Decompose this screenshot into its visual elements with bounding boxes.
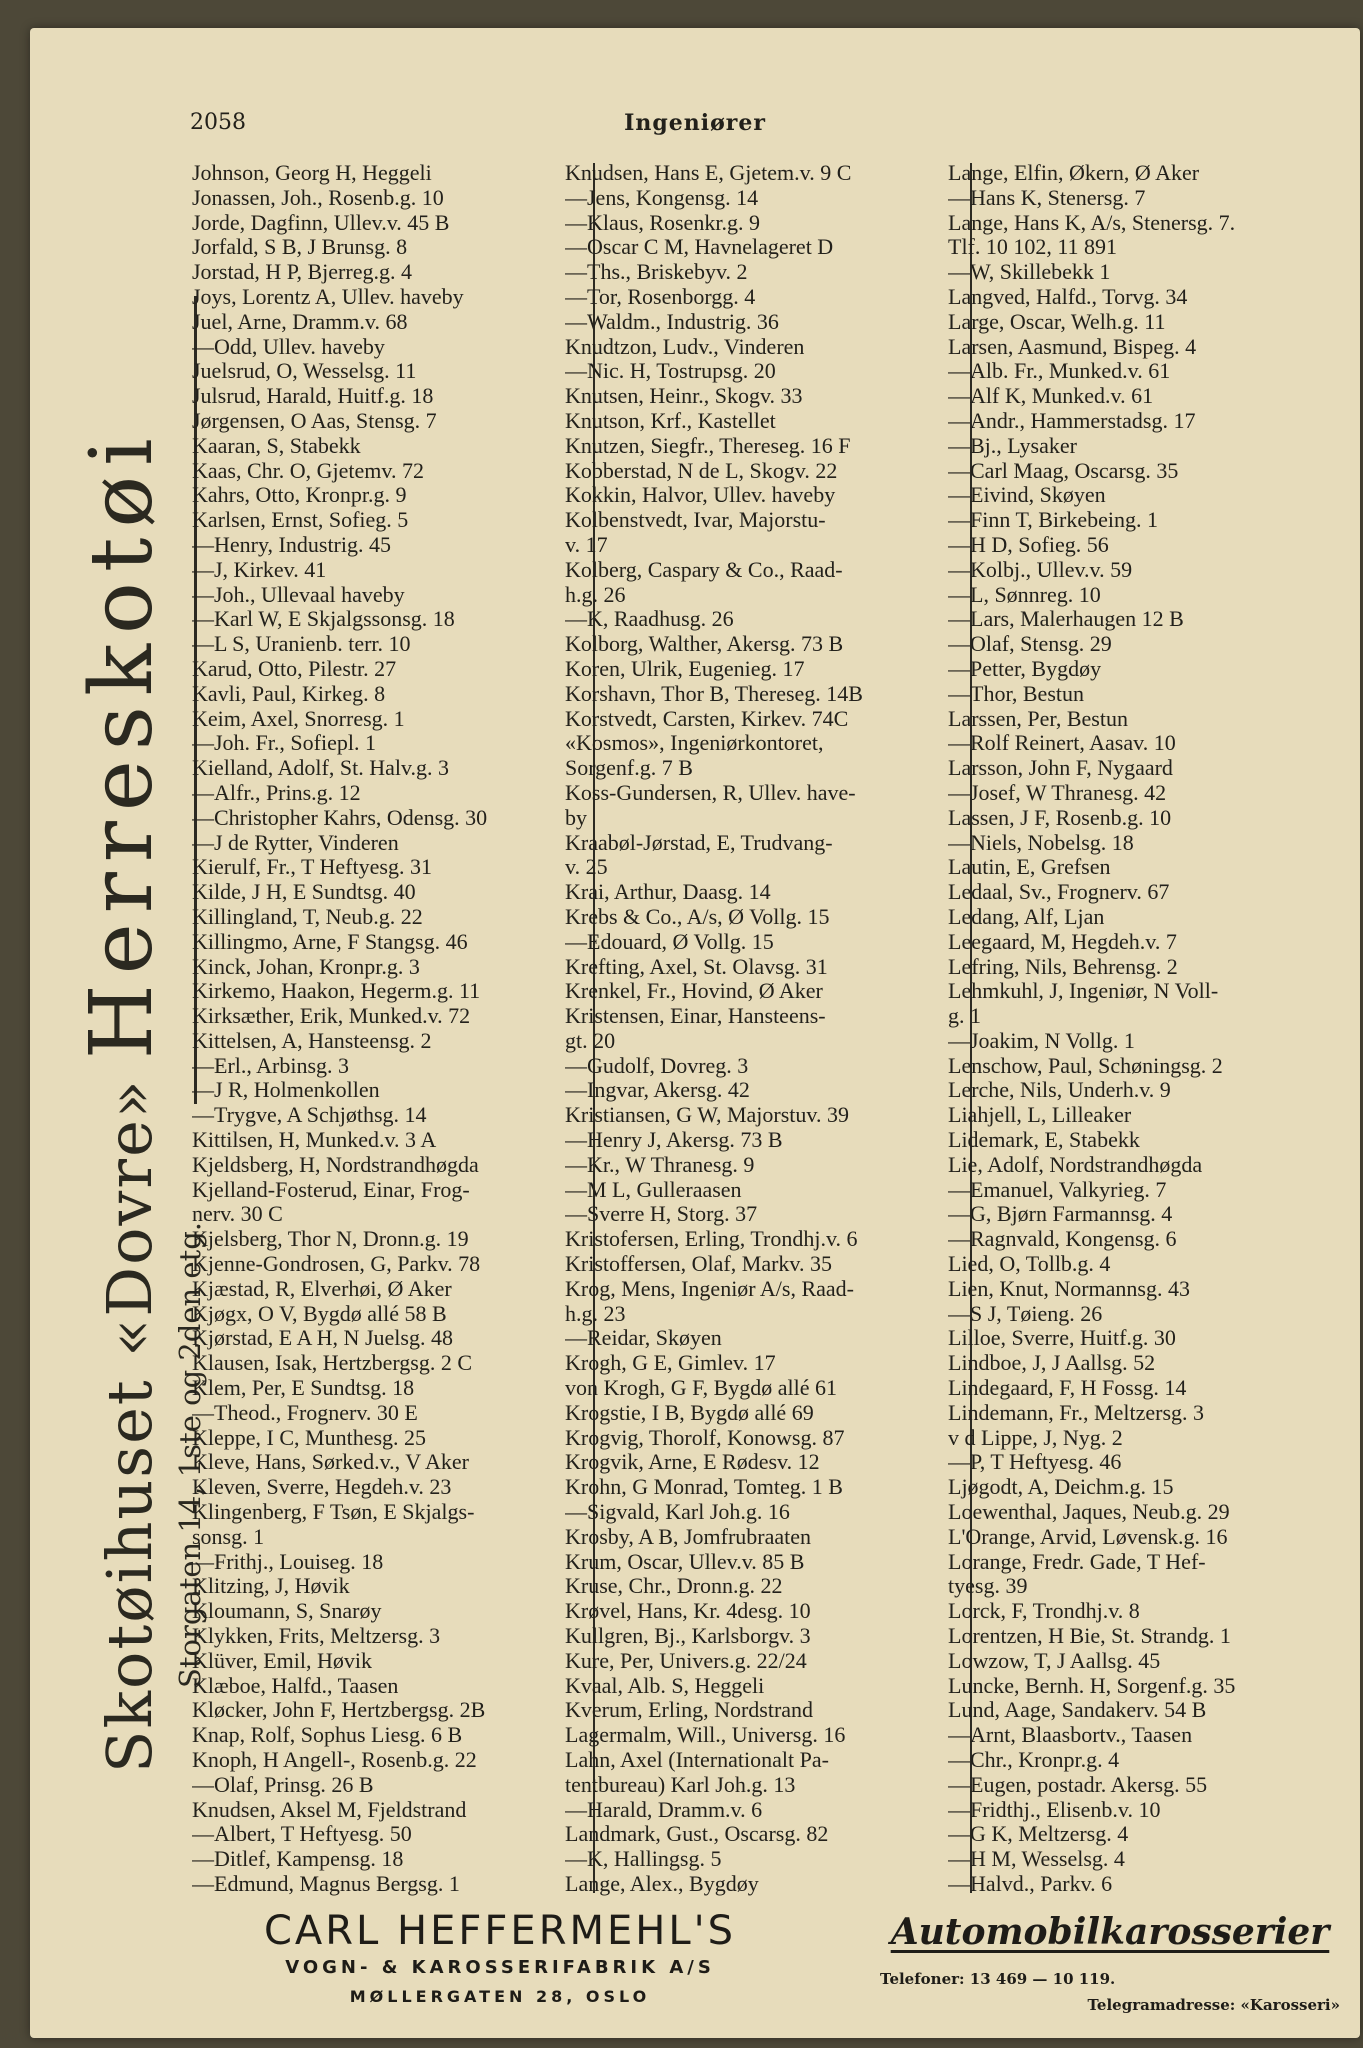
directory-entry: —Erl., Arbinsg. 3 [192,1053,350,1078]
directory-entry: Kolbenstvedt, Ivar, Majorstu- [565,508,826,533]
ad-telegram: Telegramadresse: «Karosseri» [1087,1996,1340,2014]
directory-entry: sonsg. 1 [192,1524,265,1549]
directory-entry: Lorentzen, H Bie, St. Strandg. 1 [948,1624,1231,1649]
directory-entry: —Tor, Rosenborgg. 4 [565,284,756,309]
directory-entry: —Arnt, Blaasbortv., Taasen [948,1723,1193,1748]
directory-entry: —Eivind, Skøyen [948,483,1106,508]
directory-entry: —Petter, Bygdøy [948,656,1102,681]
directory-entry: gt. 20 [565,1028,616,1053]
directory-entry: Knudtzon, Ludv., Vinderen [565,334,805,359]
directory-entry: Kittilsen, H, Munked.v. 3 A [192,1128,437,1153]
ad-contact-block [880,1908,1340,2014]
directory-entry: Lie, Adolf, Nordstrandhøgda [948,1152,1203,1177]
directory-entry: —M L, Gulleraasen [565,1177,742,1202]
directory-entry: Juelsrud, O, Wesselsg. 11 [192,359,417,384]
directory-entry: —Trygve, A Schjøthsg. 14 [192,1103,427,1128]
directory-entry: Liahjell, L, Lilleaker [948,1103,1132,1128]
directory-entry: g. 1 [948,1004,981,1029]
directory-entry: v. 25 [565,855,608,880]
directory-entry: Karud, Otto, Pilestr. 27 [192,656,397,681]
directory-entry: Kjenne-Gondrosen, G, Parkv. 78 [192,1252,481,1277]
directory-entry: Lange, Alex., Bygdøy [565,1871,759,1896]
directory-entry: —Alb. Fr., Munked.v. 61 [948,359,1171,384]
directory-entry: Johnson, Georg H, Heggeli [192,161,432,185]
directory-entry: Lien, Knut, Normannsg. 43 [948,1276,1190,1301]
directory-entry: Killingland, T, Neub.g. 22 [192,904,423,929]
section-title: Ingeniører [624,110,766,136]
directory-entry: Knutzen, Siegfr., Thereseg. 16 F [565,433,851,458]
ad-subtitle: VOGN- & KAROSSERIFABRIK A/S [285,1957,715,1978]
directory-entry: Lautin, E, Grefsen [948,855,1111,880]
directory-entry: Kverum, Erling, Nordstrand [565,1698,814,1723]
side-advertisement [72,213,172,1773]
directory-entry: Knoph, H Angell-, Rosenb.g. 22 [192,1748,477,1772]
directory-entry: Krogvig, Thorolf, Konowsg. 87 [565,1425,845,1450]
directory-entry: —Henry J, Akersg. 73 B [565,1128,783,1153]
side-ad-slogan: Herreskotøi [72,428,172,1060]
directory-entry: —Eugen, postadr. Akersg. 55 [948,1772,1208,1797]
directory-column-1 [192,161,572,1897]
directory-entry: Kobberstad, N de L, Skogv. 22 [565,458,838,483]
directory-entry: v d Lippe, J, Nyg. 2 [948,1425,1123,1450]
directory-entry: —Edouard, Ø Vollg. 15 [565,929,774,954]
directory-entry: —Josef, W Thranesg. 42 [948,780,1167,805]
directory-entry: Lindemann, Fr., Meltzersg. 3 [948,1400,1205,1425]
directory-entry: Lerche, Nils, Underh.v. 9 [948,1078,1171,1103]
directory-entry: Klitzing, J, Høvik [192,1574,350,1599]
directory-entry: Lefring, Nils, Behrensg. 2 [948,954,1178,979]
directory-entry: —S J, Tøieng. 26 [948,1301,1103,1326]
directory-entry: Jorde, Dagfinn, Ullev.v. 45 B [192,210,450,235]
directory-entry: —Emanuel, Valkyrieg. 7 [948,1177,1167,1202]
directory-entry: Lagermalm, Will., Universg. 16 [565,1723,846,1748]
directory-entry: Lange, Hans K, A/s, Stenersg. 7. [948,210,1236,235]
directory-entry: Lindegaard, F, H Fossg. 14 [948,1376,1187,1401]
directory-entry: —Niels, Nobelsg. 18 [948,830,1134,855]
directory-entry: Jorfald, S B, J Brunsg. 8 [192,235,408,260]
directory-entry: —Olaf, Prinsg. 26 B [192,1772,374,1797]
directory-entry: Kierulf, Fr., T Heftyesg. 31 [192,855,432,880]
directory-entry: Kvaal, Alb. S, Heggeli [565,1673,765,1698]
directory-entry: by [565,805,587,830]
directory-entry: —J R, Holmenkollen [192,1078,380,1103]
directory-entry: —Ths., Briskebyv. 2 [565,260,748,285]
directory-entry: Knutson, Krf., Kastellet [565,408,776,433]
directory-entry: L'Orange, Arvid, Løvensk.g. 16 [948,1524,1228,1549]
ad-company-block [190,1908,810,2012]
directory-entry: —Sverre H, Storg. 37 [565,1202,758,1227]
directory-entry: —Kr., W Thranesg. 9 [565,1152,755,1177]
ad-slogan: Automobilkarosserier [890,1911,1330,1953]
directory-entry: Kavli, Paul, Kirkeg. 8 [192,681,386,706]
directory-entry: Kielland, Adolf, St. Halv.g. 3 [192,756,450,781]
directory-entry: Klüver, Emil, Høvik [192,1648,372,1673]
directory-entry: Krogstie, I B, Bygdø allé 69 [565,1400,814,1425]
directory-entry: Kokkin, Halvor, Ullev. haveby [565,483,836,508]
directory-entry: —Karl W, E Skjalgssonsg. 18 [192,607,455,632]
directory-entry: —Oscar C M, Havnelageret D [565,235,834,260]
directory-column-3 [948,161,1338,1897]
directory-entry: Kolborg, Walther, Akersg. 73 B [565,632,844,657]
directory-entry: Landmark, Gust., Oscarsg. 82 [565,1822,829,1847]
directory-entry: Lenschow, Paul, Schøningsg. 2 [948,1053,1223,1078]
directory-entry: —G, Bjørn Farmannsg. 4 [948,1202,1173,1227]
directory-entry: Korshavn, Thor B, Thereseg. 14B [565,681,863,706]
directory-entry: Koren, Ulrik, Eugenieg. 17 [565,656,805,681]
directory-entry: v. 17 [565,532,608,557]
directory-entry: —Kolbj., Ullev.v. 59 [948,557,1133,582]
directory-entry: Knutsen, Heinr., Skogv. 33 [565,384,803,409]
directory-entry: Krenkel, Fr., Hovind, Ø Aker [565,979,823,1004]
directory-entry: Lied, O, Tollb.g. 4 [948,1252,1111,1277]
directory-entry: Kleve, Hans, Sørked.v., V Aker [192,1450,469,1475]
directory-entry: Lassen, J F, Rosenb.g. 10 [948,805,1172,830]
directory-entry: Kilde, J H, E Sundtsg. 40 [192,880,416,905]
directory-entry: —L S, Uranienb. terr. 10 [192,632,411,657]
directory-entry: Ledang, Alf, Ljan [948,904,1105,929]
directory-entry: Kleven, Sverre, Hegdeh.v. 23 [192,1475,452,1500]
directory-entry: Krogvik, Arne, E Rødesv. 12 [565,1450,820,1475]
directory-entry: —Olaf, Stensg. 29 [948,632,1112,657]
directory-entry: Kristiansen, G W, Majorstuv. 39 [565,1103,849,1128]
ad-brand-name: CARL HEFFERMEHL'S [263,1908,737,1954]
directory-entry: h.g. 23 [565,1301,626,1326]
directory-entry: —Alf K, Munked.v. 61 [948,384,1154,409]
directory-entry: Keim, Axel, Snorresg. 1 [192,706,405,731]
directory-entry: Lowzow, T, J Aallsg. 45 [948,1648,1161,1673]
directory-entry: Jorstad, H P, Bjerreg.g. 4 [192,260,412,285]
directory-entry: —J de Rytter, Vinderen [192,830,399,855]
directory-entry: Krohn, G Monrad, Tomteg. 1 B [565,1475,843,1500]
directory-entry: —Waldm., Industrig. 36 [565,309,779,334]
directory-entry: Larsson, John F, Nygaard [948,756,1173,781]
directory-entry: Loewenthal, Jaques, Neub.g. 29 [948,1500,1230,1525]
directory-entry: Langved, Halfd., Torvg. 34 [948,284,1188,309]
directory-entry: —Fridthj., Elisenb.v. 10 [948,1797,1161,1822]
directory-entry: Kjørstad, E A H, N Juelsg. 48 [192,1326,453,1351]
directory-entry: Klykken, Frits, Meltzersg. 3 [192,1624,441,1649]
directory-entry: Lidemark, E, Stabekk [948,1128,1140,1153]
directory-entry: nerv. 30 C [192,1202,283,1227]
directory-entry: Krebs & Co., A/s, Ø Vollg. 15 [565,904,830,929]
directory-entry: Larssen, Per, Bestun [948,706,1128,731]
directory-entry: —W, Skillebekk 1 [948,260,1111,285]
directory-entry: Joys, Lorentz A, Ullev. haveby [192,284,464,309]
directory-entry: Kraabøl-Jørstad, E, Trudvang- [565,830,833,855]
directory-entry: Kristofersen, Erling, Trondhj.v. 6 [565,1227,858,1252]
directory-entry: Kristoffersen, Olaf, Markv. 35 [565,1252,832,1277]
ad-address: MØLLERGATEN 28, OSLO [349,1987,651,2006]
directory-entry: —Odd, Ullev. haveby [192,334,385,359]
directory-entry: —Frithj., Louiseg. 18 [192,1549,384,1574]
directory-entry: —Joh. Fr., Sofiepl. 1 [192,731,376,756]
directory-entry: —Ditlef, Kampensg. 18 [192,1847,404,1872]
directory-entry: —Carl Maag, Oscarsg. 35 [948,458,1179,483]
directory-entry: Tlf. 10 102, 11 891 [948,235,1118,260]
directory-entry: Kruse, Chr., Dronn.g. 22 [565,1574,783,1599]
directory-entry: —Lars, Malerhaugen 12 B [948,607,1184,632]
directory-entry: —K, Hallingsg. 5 [565,1847,722,1872]
directory-entry: Kjelland-Fosterud, Einar, Frog- [192,1177,470,1202]
directory-entry: —Henry, Industrig. 45 [192,532,391,557]
directory-entry: —L, Sønnreg. 10 [948,582,1101,607]
directory-entry: —Reidar, Skøyen [565,1326,722,1351]
directory-entry: Killingmo, Arne, F Stangsg. 46 [192,929,468,954]
directory-entry: Knap, Rolf, Sophus Liesg. 6 B [192,1723,463,1748]
directory-entry: Knudsen, Aksel M, Fjeldstrand [192,1797,467,1822]
directory-entry: —Albert, T Heftyesg. 50 [192,1822,412,1847]
directory-entry: Kahrs, Otto, Kronpr.g. 9 [192,483,407,508]
directory-entry: Krai, Arthur, Daasg. 14 [565,880,771,905]
directory-entry: Kittelsen, A, Hansteensg. 2 [192,1028,432,1053]
directory-entry: Krefting, Axel, St. Olavsg. 31 [565,954,828,979]
directory-entry: Larsen, Aasmund, Bispeg. 4 [948,334,1197,359]
directory-entry: Lorange, Fredr. Gade, T Hef- [948,1549,1206,1574]
directory-entry: —H D, Sofieg. 56 [948,532,1109,557]
bottom-advertisement [190,1908,1350,2018]
directory-entry: —J, Kirkev. 41 [192,557,327,582]
directory-entry: Ledaal, Sv., Frognerv. 67 [948,880,1170,905]
directory-entry: Julsrud, Harald, Huitf.g. 18 [192,384,434,409]
directory-entry: Lindboe, J, J Aallsg. 52 [948,1351,1156,1376]
directory-entry: Kjæstad, R, Elverhøi, Ø Aker [192,1276,452,1301]
directory-entry: Klingenberg, F Tsøn, E Skjalgs- [192,1500,475,1525]
directory-entry: Kjelsberg, Thor N, Dronn.g. 19 [192,1227,469,1252]
directory-entry: Ljøgodt, A, Deichm.g. 15 [948,1475,1174,1500]
directory-entry: Jørgensen, O Aas, Stensg. 7 [192,408,437,433]
directory-entry: Krogh, G E, Gimlev. 17 [565,1351,776,1376]
directory-entry: Lahn, Axel (Internationalt Pa- [565,1748,829,1772]
side-ad-shop-name: Skotøihuset «Dovre» [93,1078,166,1773]
directory-entry: —Jens, Kongensg. 14 [565,185,759,210]
side-ad-address: Storgaten 14, 1ste og 2den etg. [173,1221,207,1688]
page-header [30,110,1360,140]
directory-entry: Kristensen, Einar, Hansteens- [565,1004,826,1029]
directory-entry: Lilloe, Sverre, Huitf.g. 30 [948,1326,1176,1351]
directory-entry: —Harald, Dramm.v. 6 [565,1797,763,1822]
directory-entry: —Thor, Bestun [948,681,1084,706]
directory-entry: Krøvel, Hans, Kr. 4desg. 10 [565,1599,811,1624]
directory-entry: «Kosmos», Ingeniørkontoret, [565,731,824,756]
directory-entry: —Gudolf, Dovreg. 3 [565,1053,749,1078]
directory-entry: —Rolf Reinert, Aasav. 10 [948,731,1176,756]
directory-entry: h.g. 26 [565,582,626,607]
directory-entry: —K, Raadhusg. 26 [565,607,734,632]
page-number: 2058 [190,110,246,135]
directory-entry: —Christopher Kahrs, Odensg. 30 [192,805,488,830]
directory-entry: Koss-Gundersen, R, Ullev. have- [565,780,856,805]
directory-entry: Lehmkuhl, J, Ingeniør, N Voll- [948,979,1219,1004]
directory-entry: Lorck, F, Trondhj.v. 8 [948,1599,1140,1624]
directory-entry: Klausen, Isak, Hertzbergsg. 2 C [192,1351,473,1376]
directory-entry: —H M, Wesselsg. 4 [948,1847,1125,1872]
directory-entry: Kirksæther, Erik, Munked.v. 72 [192,1004,471,1029]
directory-entry: Kløcker, John F, Hertzbergsg. 2B [192,1698,486,1723]
directory-entry: Kolberg, Caspary & Co., Raad- [565,557,843,582]
directory-entry: Kure, Per, Univers.g. 22/24 [565,1648,807,1673]
directory-entry: —G K, Meltzersg. 4 [948,1822,1129,1847]
directory-entry: Karlsen, Ernst, Sofieg. 5 [192,508,409,533]
directory-entry: —Joh., Ullevaal haveby [192,582,405,607]
directory-entry: —Bj., Lysaker [948,433,1077,458]
directory-entry: Korstvedt, Carsten, Kirkev. 74C [565,706,849,731]
directory-entry: Leegaard, M, Hegdeh.v. 7 [948,929,1177,954]
directory-entry: Lange, Elfin, Økern, Ø Aker [948,161,1200,185]
directory-entry: Kleppe, I C, Munthesg. 25 [192,1425,427,1450]
directory-entry: tentbureau) Karl Joh.g. 13 [565,1772,796,1797]
directory-entry: von Krogh, G F, Bygdø allé 61 [565,1376,838,1401]
directory-entry: Sorgenf.g. 7 B [565,756,693,781]
directory-page [30,28,1360,2038]
directory-entry: Krog, Mens, Ingeniør A/s, Raad- [565,1276,855,1301]
directory-entry: Kjøgx, O V, Bygdø allé 58 B [192,1301,447,1326]
directory-entry: —P, T Heftyesg. 46 [948,1450,1122,1475]
directory-entry: —Sigvald, Karl Joh.g. 16 [565,1500,790,1525]
directory-entry: Kirkemo, Haakon, Hegerm.g. 11 [192,979,481,1004]
directory-entry: Kjeldsberg, H, Nordstrandhøgda [192,1152,479,1177]
directory-entry: —Chr., Kronpr.g. 4 [948,1748,1120,1772]
directory-entry: —Joakim, N Vollg. 1 [948,1028,1135,1053]
directory-entry: —Ragnvald, Kongensg. 6 [948,1227,1177,1252]
directory-entry: —Finn T, Birkebeing. 1 [948,508,1159,533]
directory-entry: Kullgren, Bj., Karlsborgv. 3 [565,1624,811,1649]
directory-entry: —Edmund, Magnus Bergsg. 1 [192,1871,460,1896]
directory-entry: —Klaus, Rosenkr.g. 9 [565,210,760,235]
directory-entry: —Ingvar, Akersg. 42 [565,1078,750,1103]
directory-entry: Knudsen, Hans E, Gjetem.v. 9 C [565,161,852,185]
directory-entry: —Hans K, Stenersg. 7 [948,185,1146,210]
directory-entry: —Andr., Hammerstadsg. 17 [948,408,1196,433]
directory-entry: Kaas, Chr. O, Gjetemv. 72 [192,458,424,483]
directory-entry: Kinck, Johan, Kronpr.g. 3 [192,954,420,979]
directory-entry: tyesg. 39 [948,1574,1028,1599]
ad-phones: Telefoner: 13 469 — 10 119. [880,1970,1116,1988]
directory-entry: Large, Oscar, Welh.g. 11 [948,309,1166,334]
directory-entry: —Alfr., Prins.g. 12 [192,780,361,805]
directory-entry: Luncke, Bernh. H, Sorgenf.g. 35 [948,1673,1236,1698]
directory-entry: —Halvd., Parkv. 6 [948,1871,1113,1896]
directory-column-2 [565,161,960,1897]
directory-entry: Jonassen, Joh., Rosenb.g. 10 [192,185,444,210]
directory-entry: —Nic. H, Tostrupsg. 20 [565,359,776,384]
directory-entry: Kaaran, S, Stabekk [192,433,361,458]
directory-entry: Klem, Per, E Sundtsg. 18 [192,1376,415,1401]
directory-entry: Klæboe, Halfd., Taasen [192,1673,399,1698]
directory-entry: Juel, Arne, Dramm.v. 68 [192,309,408,334]
directory-entry: Kloumann, S, Snarøy [192,1599,382,1624]
directory-entry: —Theod., Frognerv. 30 E [192,1400,418,1425]
directory-entry: Krosby, A B, Jomfrubraaten [565,1524,812,1549]
directory-entry: Krum, Oscar, Ullev.v. 85 B [565,1549,805,1574]
directory-entry: Lund, Aage, Sandakerv. 54 B [948,1698,1207,1723]
